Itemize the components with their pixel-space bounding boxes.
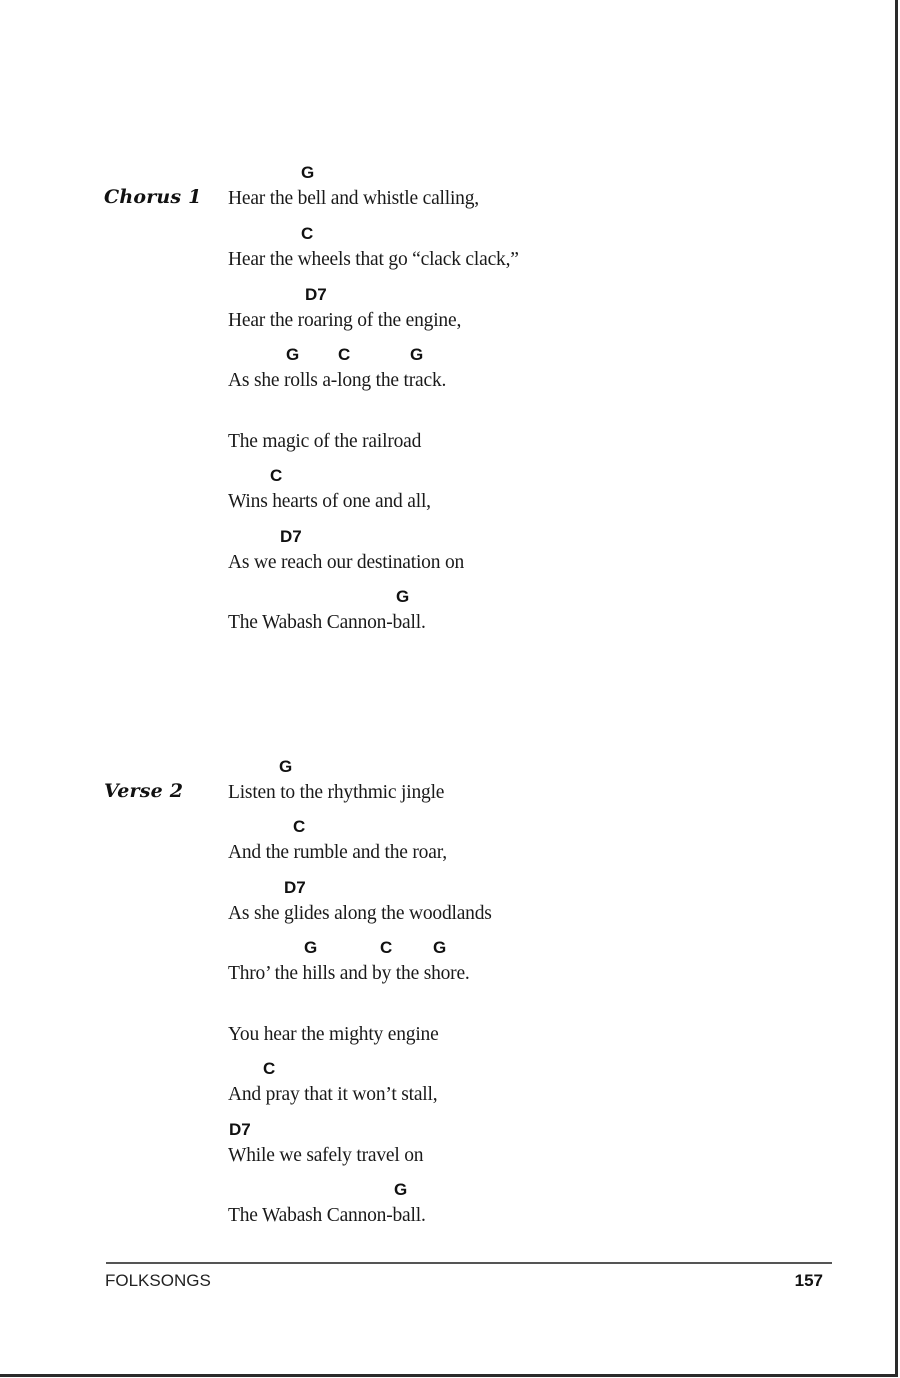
chord: G: [286, 345, 300, 364]
chord: G: [304, 938, 318, 957]
chord: C: [301, 224, 314, 243]
chord: G: [396, 587, 410, 606]
footer-divider: [106, 1262, 832, 1264]
lyric-line: [228, 817, 828, 877]
lyric-text: And the rumble and the roar,: [228, 842, 447, 863]
lyric-text: The magic of the railroad: [228, 431, 422, 452]
lyric-line: [228, 1120, 828, 1180]
lyric-text: As she glides along the woodlands: [228, 903, 492, 924]
lyric-line: [228, 345, 828, 405]
lyric-line: [228, 1059, 828, 1119]
chord: C: [263, 1059, 276, 1078]
lyric-text: Hear the roaring of the engine,: [228, 310, 462, 331]
lyric-line: [228, 587, 828, 647]
lyric-line: [228, 878, 828, 938]
chord: G: [433, 938, 447, 957]
chord: D7: [305, 285, 327, 304]
chord: C: [380, 938, 393, 957]
chord: G: [394, 1180, 408, 1199]
chord: G: [279, 757, 293, 776]
lyric-text: You hear the mighty engine: [228, 1024, 439, 1045]
chord: C: [293, 817, 306, 836]
lyric-line: [228, 224, 828, 284]
lyric-text: The Wabash Cannon-ball.: [228, 1205, 426, 1226]
lyric-text: Wins hearts of one and all,: [228, 491, 431, 512]
section-label: Chorus 1: [104, 186, 202, 208]
lyric-text: As she rolls a-long the track.: [228, 370, 447, 391]
lyric-text: Listen to the rhythmic jingle: [228, 782, 445, 803]
lyric-text: The Wabash Cannon-ball.: [228, 612, 426, 633]
footer-section-title: FOLKSONGS: [105, 1271, 211, 1290]
lyric-text: And pray that it won’t stall,: [228, 1084, 438, 1105]
section-label: Verse 2: [104, 780, 184, 802]
lyric-line: [228, 527, 828, 587]
lyric-line: [228, 999, 828, 1059]
page-number: 157: [794, 1271, 823, 1290]
chord: C: [338, 345, 351, 364]
lyric-text: Hear the wheels that go “clack clack,”: [228, 249, 519, 270]
lyric-line: [228, 1180, 828, 1240]
lyric-line: [228, 466, 828, 526]
lyric-text: Thro’ the hills and by the shore.: [228, 963, 470, 984]
lyric-line: [228, 163, 828, 223]
chord: C: [270, 466, 283, 485]
chord: D7: [229, 1120, 251, 1139]
lyric-line: [228, 938, 828, 998]
lyric-text: As we reach our destination on: [228, 552, 465, 573]
chord: G: [410, 345, 424, 364]
chord: G: [301, 163, 315, 182]
lyric-text: While we safely travel on: [228, 1145, 424, 1166]
chord: D7: [284, 878, 306, 897]
lyric-line: [228, 406, 828, 466]
lyric-line: [228, 757, 828, 817]
chord: D7: [280, 527, 302, 546]
lyric-text: Hear the bell and whistle calling,: [228, 188, 479, 209]
lyric-line: [228, 285, 828, 345]
